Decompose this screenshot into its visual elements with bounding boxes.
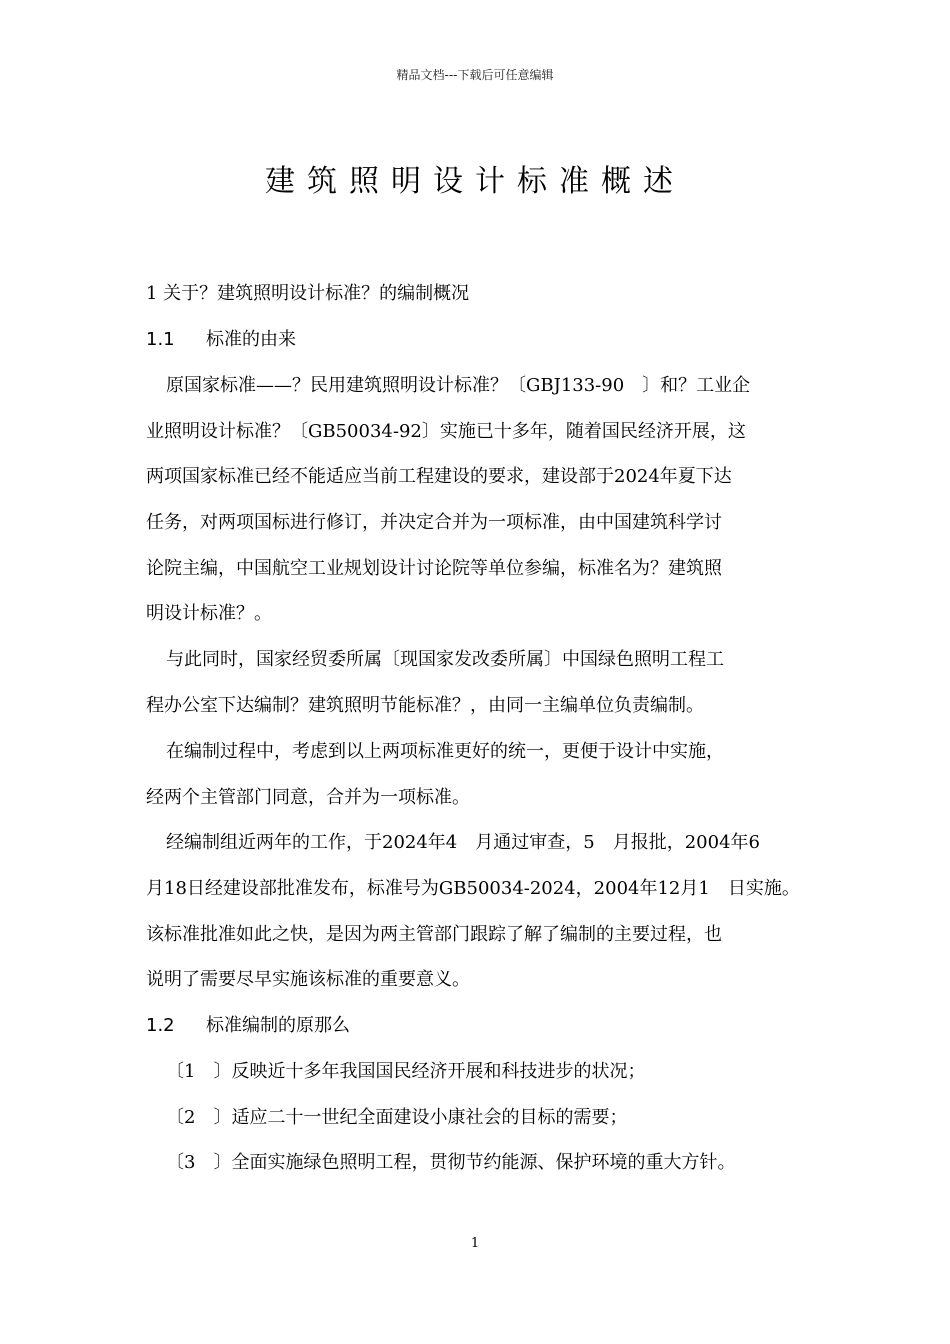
- section-1-2-heading: [146, 1014, 350, 1038]
- paragraph-line: 经两个主管部门同意，合并为一项标准。: [146, 787, 470, 808]
- section-number: 1.2: [146, 1015, 175, 1036]
- section-title: 标准编制的原那么: [206, 1015, 350, 1036]
- list-item: 〔3 〕全面实施绿色照明工程，贯彻节约能源、保护环境的重大方针。: [166, 1152, 736, 1173]
- paragraph-line: 明设计标准？。: [146, 603, 272, 624]
- list-item: 〔1 〕反映近十多年我国国民经济开展和科技进步的状况；: [166, 1061, 646, 1082]
- section-1-heading: 1 关于？建筑照明设计标准？的编制概况: [146, 283, 470, 304]
- section-title: 标准的由来: [206, 329, 296, 350]
- paragraph-line: 程办公室下达编制？建筑照明节能标准？，由同一主编单位负责编制。: [146, 695, 704, 716]
- paragraph-line: 原国家标准——？民用建筑照明设计标准？〔GBJ133-90 〕和？工业企: [166, 375, 751, 396]
- section-number: 1.1: [146, 329, 175, 350]
- paragraph-line: 与此同时，国家经贸委所属〔现国家发改委所属〕中国绿色照明工程工: [166, 649, 724, 670]
- document-title: 建筑照明设计标准概述: [265, 164, 685, 199]
- page-header: 精品文档---下载后可任意编辑: [396, 68, 554, 82]
- paragraph-line: 该标准批准如此之快，是因为两主管部门跟踪了解了编制的主要过程，也: [146, 924, 722, 945]
- paragraph-line: 业照明设计标准？〔GB50034-92〕实施已十多年，随着国民经济开展，这: [146, 421, 746, 442]
- section-1-1-heading: [146, 328, 296, 352]
- paragraph-line: 两项国家标准已经不能适应当前工程建设的要求，建设部于2024年夏下达: [146, 466, 732, 487]
- page-number: 1: [470, 1236, 480, 1251]
- paragraph-line: 月18日经建设部批准发布，标准号为GB50034-2024，2004年12月1 日实施。: [146, 878, 800, 899]
- list-item: 〔2 〕适应二十一世纪全面建设小康社会的目标的需要；: [166, 1107, 628, 1128]
- paragraph-line: 任务，对两项国标进行修订，并决定合并为一项标准，由中国建筑科学讨: [146, 512, 722, 533]
- paragraph-line: 经编制组近两年的工作，于2024年4 月通过审查，5 月报批，2004年6: [166, 832, 760, 853]
- paragraph-line: 论院主编，中国航空工业规划设计讨论院等单位参编，标准名为？建筑照: [146, 558, 722, 579]
- paragraph-line: 在编制过程中，考虑到以上两项标准更好的统一，更便于设计中实施，: [166, 741, 724, 762]
- paragraph-line: 说明了需要尽早实施该标准的重要意义。: [146, 969, 470, 990]
